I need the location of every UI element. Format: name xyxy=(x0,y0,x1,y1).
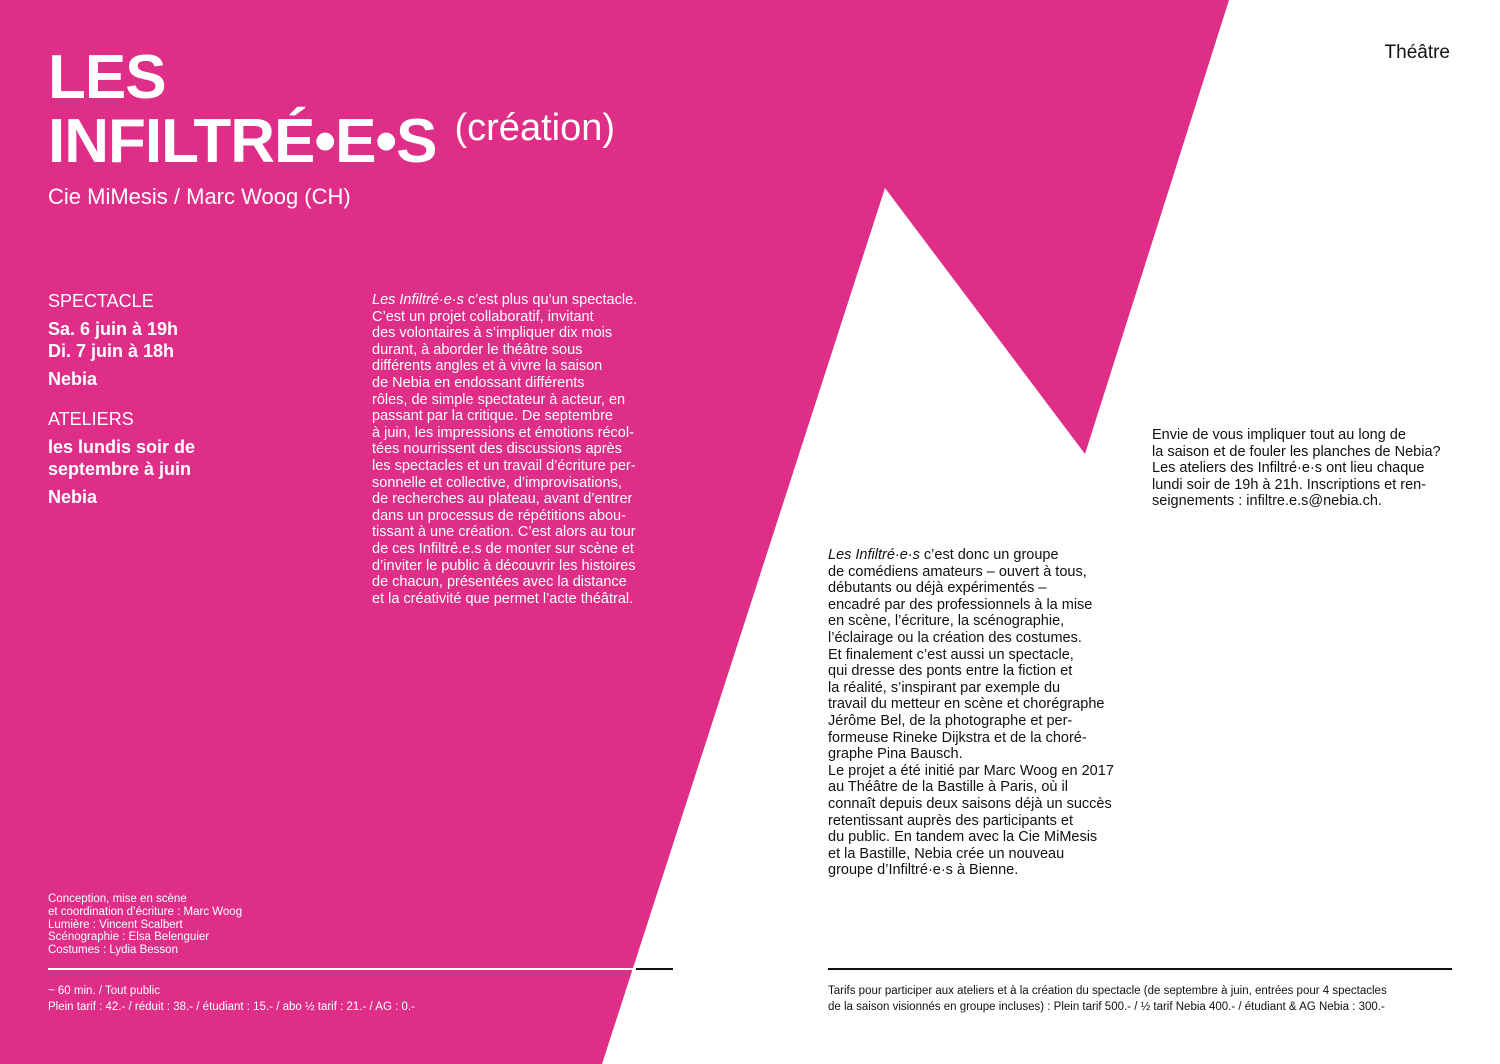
intro-line: tissant à une création. C’est alors au tour xyxy=(372,524,636,541)
middle-line: la réalité, s’inspirant par exemple du xyxy=(828,679,1061,696)
right-line: la saison et de fouler les planches de Nebia? xyxy=(1152,443,1441,460)
schedule-block xyxy=(48,290,195,508)
right-line: Les ateliers des Infiltré·e·s ont lieu chaque xyxy=(1152,460,1425,477)
intro-italic: Les Infiltré·e·s xyxy=(372,292,464,308)
intro-line: de chacun, présentées avec la distance xyxy=(372,574,627,591)
credit-line: et coordination d’écriture : Marc Woog xyxy=(48,905,243,918)
intro-line: sonnelle et collective, d’improvisations, xyxy=(372,474,622,491)
right-paragraph xyxy=(1152,427,1462,510)
divider-left-white xyxy=(48,968,636,970)
intro-line: différents angles et à vivre la saison xyxy=(372,358,603,375)
intro-line: Les Infiltré·e·s c’est plus qu’un spectacle. xyxy=(372,292,638,308)
divider-left-dark xyxy=(636,968,673,970)
middle-line: groupe d’Infiltré·e·s à Bienne. xyxy=(828,862,1019,879)
intro-line: passant par la critique. De septembre xyxy=(372,408,613,425)
middle-line: de comédiens amateurs – ouvert à tous, xyxy=(828,563,1087,580)
middle-line: formeuse Rineke Dijkstra et de la choré- xyxy=(828,729,1087,746)
middle-line: l’éclairage ou la création des costumes. xyxy=(828,629,1082,646)
spectacle-venue: Nebia xyxy=(48,369,98,389)
middle-line: connaît depuis deux saisons déjà un succès xyxy=(828,795,1112,812)
ateliers-line-1: les lundis soir de xyxy=(48,437,196,457)
intro-line: les spectacles et un travail d’écriture per- xyxy=(372,457,636,474)
middle-line: graphe Pina Bausch. xyxy=(828,746,963,763)
credit-line: Scénographie : Elsa Belenguier xyxy=(48,931,210,944)
middle-line: encadré par des professionnels à la mise xyxy=(828,596,1093,613)
middle-line: Jérôme Bel, de la photographe et per- xyxy=(828,712,1073,729)
credits xyxy=(48,893,242,957)
prices: Plein tarif : 42.- / réduit : 38.- / étudiant : 15.- / abo ½ tarif : 21.- / AG : 0.- xyxy=(48,1000,415,1013)
ateliers-line-2: septembre à juin xyxy=(48,459,192,479)
title-tag: (création) xyxy=(454,107,615,149)
ateliers-venue: Nebia xyxy=(48,487,98,507)
middle-line: Le projet a été initié par Marc Woog en 2017 xyxy=(828,762,1114,779)
tarifs-line-1: Tarifs pour participer aux ateliers et à la création du spectacle (de septembre à juin, entrées pour 4 spectacles xyxy=(828,985,1387,997)
divider-right xyxy=(828,968,1452,970)
intro-line: dans un processus de répétitions abou- xyxy=(372,507,626,524)
credit-line: Lumière : Vincent Scalbert xyxy=(48,918,183,931)
intro-paragraph xyxy=(372,292,672,607)
middle-paragraph xyxy=(828,547,1138,879)
right-line: lundi soir de 19h à 21h. Inscriptions et ren- xyxy=(1152,476,1427,493)
ateliers-label: ATELIERS xyxy=(48,409,134,429)
intro-line: C’est un projet collaboratif, invitant xyxy=(372,308,594,325)
page-title xyxy=(48,43,615,182)
middle-line: du public. En tandem avec la Cie MiMesis xyxy=(828,829,1098,846)
middle-line: qui dresse des ponts entre la fiction et xyxy=(828,663,1073,680)
credit-line: Conception, mise en scène xyxy=(48,893,187,905)
intro-line: durant, à aborder le théâtre sous xyxy=(372,341,583,358)
company-name: Cie MiMesis / Marc Woog (CH) xyxy=(48,184,351,209)
right-line: seignements : infiltre.e.s@nebia.ch. xyxy=(1152,493,1382,510)
intro-line: des volontaires à s’impliquer dix mois xyxy=(372,325,613,342)
intro-line: rôles, de simple spectateur à acteur, en xyxy=(372,391,626,408)
middle-line: et la Bastille, Nebia crée un nouveau xyxy=(828,845,1065,862)
title-line-1: LES xyxy=(48,43,166,112)
category-label: Théâtre xyxy=(1384,42,1450,63)
middle-line: retentissant auprès des participants et xyxy=(828,812,1074,829)
middle-line: débutants ou déjà expérimentés – xyxy=(828,580,1047,597)
tarifs-line-2: de la saison visionnés en groupe incluses) : Plein tarif 500.- / ½ tarif Nebia 400.- / étudiant & AG Nebia : 300.- xyxy=(828,1000,1385,1013)
credit-line: Costumes : Lydia Besson xyxy=(48,944,178,957)
practical-info xyxy=(48,985,415,1014)
spectacle-date-2: Di. 7 juin à 18h xyxy=(48,341,175,361)
intro-line: de recherches au plateau, avant d’entrer xyxy=(372,491,633,508)
middle-line: travail du metteur en scène et chorégraphe xyxy=(828,696,1105,713)
middle-line: Et finalement c’est aussi un spectacle, xyxy=(828,646,1074,663)
middle-italic: Les Infiltré·e·s xyxy=(828,547,920,563)
duration: ~ 60 min. / Tout public xyxy=(48,985,160,997)
intro-line: tées nourrissent des discussions après xyxy=(372,441,622,458)
title-line-2: INFILTRÉ•E•S xyxy=(48,107,437,176)
intro-line: d’inviter le public à découvrir les histoires xyxy=(372,557,636,574)
intro-line: à juin, les impressions et émotions récol- xyxy=(372,424,634,441)
intro-line: et la créativité que permet l’acte théâtral. xyxy=(372,590,634,607)
spectacle-date-1: Sa. 6 juin à 19h xyxy=(48,319,179,339)
tarifs-info xyxy=(828,985,1387,1014)
title-line-2-wrap xyxy=(48,107,615,182)
middle-line: au Théâtre de la Bastille à Paris, où il xyxy=(828,779,1068,796)
spectacle-label: SPECTACLE xyxy=(48,291,154,311)
intro-line: de ces Infiltré.e.s de monter sur scène et xyxy=(372,540,634,557)
intro-line: de Nebia en endossant différents xyxy=(372,374,585,391)
middle-line: Les Infiltré·e·s c’est donc un groupe xyxy=(828,547,1059,563)
right-line: Envie de vous impliquer tout au long de xyxy=(1152,427,1406,443)
middle-line: en scène, l’écriture, la scénographie, xyxy=(828,613,1065,630)
